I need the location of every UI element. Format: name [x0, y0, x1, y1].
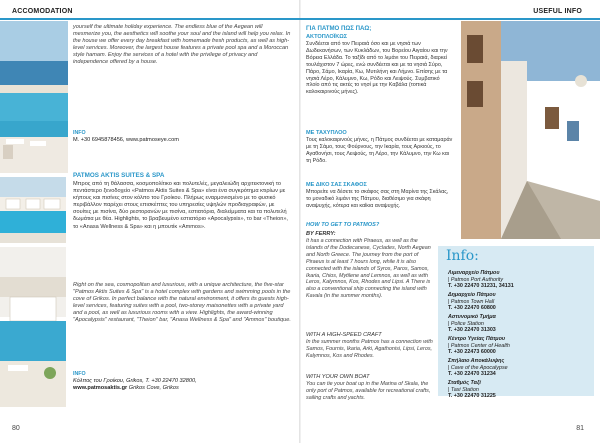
- greek-sea-heading: ΑΚΤΟΠΛΟΪΚΩΣ: [306, 34, 348, 40]
- info-entry-greek: Σταθμός Ταξί: [448, 380, 481, 386]
- info-entry-greek: Κέντρο Υγείας Πάτμου: [448, 336, 506, 342]
- aktis-info-label: INFO: [73, 371, 86, 377]
- info-entry-english: | Police Station: [448, 320, 484, 327]
- page-gutter: [299, 0, 301, 443]
- info-entry-police: [448, 314, 496, 334]
- english-high-speed-heading: WITH A HIGH-SPEED CRAFT: [306, 332, 382, 338]
- info-entry-english: | Patmos Port Authority: [448, 276, 504, 283]
- aktis-info-line-1: Κόλπος του Γροίκου, Grikos, T. +30 22470 32800,: [73, 378, 197, 384]
- running-head-useful-info: USEFUL INFO: [533, 8, 582, 15]
- folio-right: 81: [576, 425, 584, 432]
- info-entry-town-hall: [448, 292, 496, 312]
- info-entry-english: | Patmos Center of Health: [448, 342, 510, 349]
- greek-hydrofoil-heading: ΜΕ ΤΑΧΥΠΛΟΟ: [306, 130, 347, 136]
- info-entry-cave: [448, 358, 508, 378]
- greek-own-boat-heading: ΜΕ ΔΙΚΟ ΣΑΣ ΣΚΑΦΟΣ: [306, 182, 367, 188]
- info-entry-greek: Σπήλαιο Αποκάλυψης: [448, 358, 505, 364]
- info-entry-greek: Λιμεναρχείο Πάτμου: [448, 270, 500, 276]
- info-entry-port-authority: [448, 270, 514, 290]
- village-alley-photo: [461, 21, 600, 239]
- info-entry-health-center: [448, 336, 510, 356]
- aktis-title: PATMOS AKTIS SUITES & SPA: [73, 172, 165, 179]
- english-own-boat-text: You can tie your boat up in the Marina of Skala, the only port of Patmos, available for recreational crafts, sailing crafts and yachts.: [306, 381, 431, 401]
- greek-how-to-heading: ΓΙΑ ΠΑΤΜΟ ΠΩΣ ΠΑΩ;: [306, 25, 372, 32]
- greek-sea-text: Συνδέεται από τον Πειραιά όσο και με νησιά των Δωδεκανήσων, των Κυκλάδων, του Βορείου Αιγαίου και την Βόρεια Ελλάδα. Το ταξίδι από το λιμάνι του Πειραιά, διαρκεί τουλάχιστον 7 ώρες, ενώ συνδέεται και με τα νησιά Σύρο, Πάρο, Σάμο, Ικαρία, Κω, Μυτιλήνη και Λήμνο. Επίσης με τα νησιά Λέρο, Κάλυμνο, Κω, Ρόδο και Λειψούς. Συμβατικό πλοίο από τις ακτές το νησί με την Καβάλα (τοπικά καλοκαιρινούς μήνες).: [306, 41, 448, 96]
- aktis-website[interactable]: www.patmosaktis.gr: [73, 385, 128, 391]
- english-ferry-heading: BY FERRY:: [306, 231, 336, 237]
- english-how-to-heading: HOW TO GET TO PATMOS?: [306, 222, 380, 228]
- info-entry-taxi: [448, 380, 496, 400]
- header-rule-right: [300, 18, 600, 20]
- aktis-english-text: Right on the sea, cosmopolitan and luxurious, with a unique architecture, the five-star "Patmos Aktis Suites & Spa" is a hotel complex with gardens and swimming pools in the cove of Grikos. In perfect balance with the natural environment, it offers its guests high-level services, featuring suites with a pool, two-storey maisonettes with a private yard and a pool, as well as luxurious rooms with a view. Highlights, the award-winning "Apocalypsis" restaurant, "Theion" bar, "Anasa Wellness & Spa" and "Ammos" boutique.: [73, 282, 291, 324]
- header-rule-left: [0, 18, 300, 20]
- english-ferry-text: It has a connection with Piraeus, as well as the islands of the Dodecanese, Cyclades, North Aegean and North Greece. The journey from the port of Piraeus is at least 7 hours long, while it is also connected with the islands of Syros, Paros, Samos, Ikaria, Chios, Mytilene and Lemnos, as well as with Leros, Kalymnos, Kos, Rhodes and Lipsi. A There is also a conventional ship connecting the island with Kavala (in the summer months).: [306, 238, 431, 300]
- intro-info-label: INFO: [73, 130, 86, 136]
- info-entry-phone[interactable]: T. +30 22470 31234: [448, 371, 496, 377]
- info-entry-phone[interactable]: T. +30 22470 31231, 34131: [448, 283, 514, 289]
- aktis-info-line-2: [73, 385, 179, 392]
- pool-sea-photo: [0, 21, 68, 173]
- aktis-location: Grikos Cove, Grikos: [128, 385, 179, 391]
- info-entry-greek: Αστυνομικό Τμήμα: [448, 314, 496, 320]
- english-high-speed-text: In the summer months Patmos has a connection with Samos, Fournis, Ikaria, Arki, Agathonisi, Lipsi, Leros, Kalymnos, Kos and Rhodes.: [306, 339, 433, 359]
- english-own-boat-heading: WITH YOUR OWN BOAT: [306, 374, 370, 380]
- info-entry-english: | Taxi Station: [448, 386, 479, 393]
- info-entry-english: | Patmos Town Hall: [448, 298, 495, 305]
- greek-hydrofoil-text: Τους καλοκαιρινούς μήνες, η Πάτμος συνδέεται με καταμαράν με τη Σάμο, τους Φούρνους, την Ικαρία, τους Αρκιούς, το Αγαθονήσι, τους Λειψούς, τη Λέρο, την Κάλυμνο, την Κω και τη Ρόδο.: [306, 137, 453, 164]
- info-entry-greek: Δημαρχείο Πάτμου: [448, 292, 496, 298]
- aktis-greek-text: Μπρος από τη θάλασσα, κοσμοπολίτικο και πολυτελές, μεγαλειώδη αρχιτεκτονική το πεντάστερο ξενοδοχείο «Patmos Aktis Suites & Spa» είναι ένα συγκρότημα κτιρίων με κήπους και πισίνες στον κόλπο του Γροίκου. Πλήρως εναρμονισμένο με το φυσικό περιβάλλον παρέχει στους επισκέπτες του υπηρεσίες υψηλών προδιαγραφών, με σουίτες με πισίνα, δύο ρεστορανών με πισίνα, εστιατόρια, διαλείμματα και τα πολυτελή δωμάτια με θέα. Highlights, το βραβευμένο εστιατόριο «Apocalypsis», το bar «Theion», το «Anasa Wellness & Spa» και η μπουτίκ «Ammos».: [73, 181, 288, 230]
- intro-text: yourself the ultimate holiday experience. The endless blue of the Aegean will mesmerize you, the aesthetics will soothe your soul and the island will help you relax. In the house we offer every day breakfast with homemade fresh products, as well as high-level services. Moreover, the largest house features a private pool spa and a Moroccan style hamam. Enjoy the services of a hotel with the privilege of privacy and independence offered by a house.: [73, 24, 291, 66]
- hotel-pool-photo: [0, 177, 66, 243]
- suite-exterior-photo: [0, 247, 66, 407]
- folio-left: 80: [12, 425, 20, 432]
- info-entry-phone[interactable]: T. +30 22473 60000: [448, 349, 496, 355]
- intro-info-line: M. +30 6945878456, www.patmoseye.com: [73, 137, 179, 143]
- info-entry-english: | Cave of the Apocalypse: [448, 364, 508, 371]
- info-entry-phone[interactable]: T. +30 22470 31225: [448, 393, 496, 399]
- greek-own-boat-text: Μπορείτε να δέσετε το σκάφος σας στη Μαρίνα της Σκάλας, το μοναδικό λιμάνι της Πάτμου, διαθέσιμο για σκάφη αναψυχής, κότερα και καΐκια αναψυχής.: [306, 189, 449, 209]
- info-box-title: Info:: [446, 248, 479, 264]
- info-entry-phone[interactable]: T. +30 22470 31303: [448, 327, 496, 333]
- running-head-accommodation: ACCOMODATION: [12, 8, 73, 15]
- info-entry-phone[interactable]: T. +30 22470 60800: [448, 305, 496, 311]
